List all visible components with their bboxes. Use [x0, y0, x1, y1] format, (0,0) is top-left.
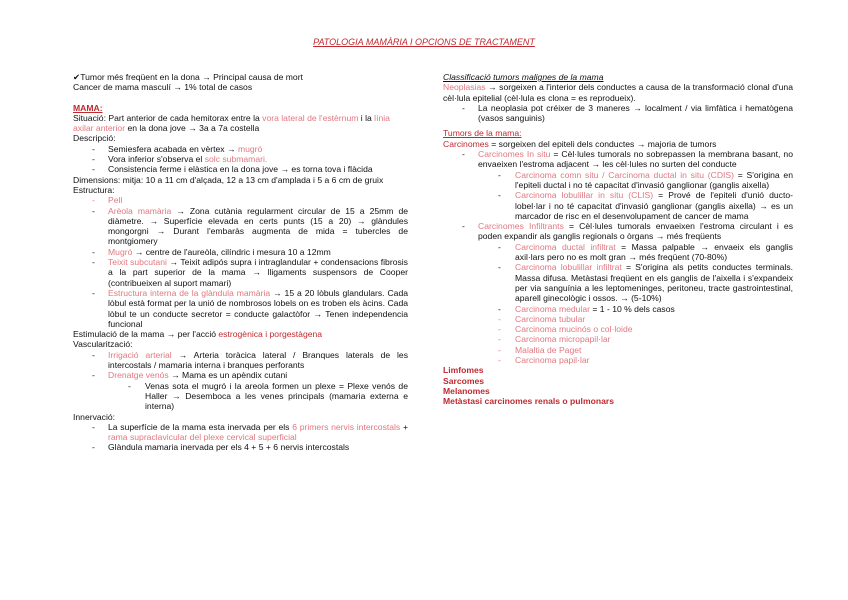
- vascularitzacio-list: [73, 350, 408, 412]
- list-item: - Carcinoma mucinós o col·loide: [443, 324, 793, 334]
- list-item: - Mugró → centre de l'aureòla, cilíndric i mesura 10 a 12mm: [73, 247, 408, 257]
- other-tumor-melanomes: Melanomes: [443, 385, 490, 396]
- innervacio-label: Innervació:: [73, 411, 116, 422]
- list-item: - Estructura interna de la glàndula mamària → 15 a 20 lòbuls glandulars. Cada lòbul està format per la unió de nombrosos lobels on es troben els àcins. Cada lòbul te un conducte secretor = conducte galactòfor → Tenen independencia funcional: [73, 288, 408, 329]
- list-item: - Carcinoma micropapil·lar: [443, 334, 793, 344]
- list-item: - Carcinoma papil·lar: [443, 355, 793, 365]
- descripcio-list: [73, 144, 408, 175]
- list-item: - La superfície de la mama esta inervada per els 6 primers nervis intercostals + rama supraclavicular del plexe cervical superficial: [73, 422, 408, 443]
- page-title: PATOLOGIA MAMÀRIA I OPCIONS DE TRACTAMENT: [313, 37, 535, 47]
- other-tumor-sarcomes: Sarcomes: [443, 375, 485, 386]
- mama-heading: MAMA:: [73, 102, 103, 113]
- list-item: - Carcinoma lobulillar in situ (CLIS) = Prové de l'epiteli d'unió ducto-lobel·lar i no té capacitat d'invasió ganglionar (ganglis aixella) → es un marcador de risc en el desenvolupament de cancer de mama: [443, 190, 793, 221]
- other-tumor-limfomes: Limfomes: [443, 365, 484, 376]
- list-item: - Glàndula mamaria inervada per els 4 + 5 + 6 nervis intercostals: [73, 442, 408, 452]
- dimensions: Dimensions: mitja: 10 a 11 cm d'alçada, 12 a 13 cm d'amplada i 5 a 6 cm de gruix: [73, 174, 384, 185]
- right-column: [443, 72, 793, 407]
- intro-line-1: ✔Tumor més freqüent en la dona → Principal causa de mort: [73, 72, 303, 82]
- other-tumor-metastasi: Metàstasi carcinomes renals o pulmonars: [443, 396, 614, 407]
- estructura-label: Estructura:: [73, 184, 115, 195]
- list-item: - Carcinomes In situ = Cèl·lules tumorals no sobrepassen la membrana basant, no envaeixen l'estroma adjacent → les cèl·lules no surten del conducte: [443, 149, 793, 170]
- carcinomes: Carcinomes = sorgeixen del epiteli dels conductes → majoria de tumors: [443, 138, 717, 149]
- carcinomes-list: [443, 149, 793, 365]
- estimulacio: Estimulació de la mama → per l'acció estrogènica i porgestàgena: [73, 329, 323, 340]
- list-item: - Carcinoma comn situ / Carcinoma ductal in situ (CDIS) = S'origina en l'epiteli ductal i no té capacitat d'invasió ganglionar (ganglis aixella): [443, 170, 793, 191]
- list-item: - Carcinoma lobulillar infiltrat = S'origina als petits conductes terminals. Massa difusa. Metàstasi freqüent en els ganglis de l'aixella i s'expandeix per via sanguínia a les leptomeninges, peritoneu, tracte gastrointestinal, aparell ginecològic i ossos. → (5-10%): [443, 262, 793, 303]
- list-item: - Consistencia ferme i elàstica en la dona jove → es torna tova i flàcida: [73, 164, 408, 174]
- neoplasia-list: [443, 103, 793, 124]
- list-item: - Irrigació arterial → Arteria toràcica lateral / Branques laterals de les intercostals / mamaria interna i branques perforants: [73, 350, 408, 371]
- list-item: - Arèola mamària → Zona cutània regularment circular de 15 a 25mm de diàmetre. → Superfície elevada en certs punts (15 a 20) → glàndules mongorgni → Durant l'embaràs augmenta de mida = tubercles de montgiomery: [73, 206, 408, 247]
- situacio: Situació: Part anterior de cada hemitorax entre la vora lateral de l'estèrnum i la línia axilar anterior en la dona jove → 3a a 7a costella: [73, 112, 390, 134]
- neoplasias: Neoplasias → sorgeixen a l'interior dels conductes a causa de la transformació clonal d'una cèl·lula epitelial (cèl·lula es clona = es reprodueix).: [443, 82, 793, 103]
- tumors-heading: Tumors de la mama:: [443, 128, 522, 139]
- descripcio-label: Descripció:: [73, 133, 116, 144]
- list-item: - Pell: [73, 195, 408, 205]
- list-item: - Vora inferior s'observa el solc submamari.: [73, 154, 408, 164]
- intro-line-2: Cancer de mama masculí → 1% total de casos: [73, 82, 253, 93]
- list-item: - Malaltia de Paget: [443, 345, 793, 355]
- innervacio-list: [73, 422, 408, 453]
- left-column: [73, 72, 408, 453]
- list-item: - Carcinoma medular = 1 - 10 % dels casos: [443, 304, 793, 314]
- list-item: - Teixit subcutani → Teixit adipós supra i intraglandular + condensacions fibrosis a la part superior de la mama → lligaments suspensors de Cooper (contribueixen al suport mamari): [73, 257, 408, 288]
- list-item: - Carcinoma ductal infiltrat = Massa palpable → envaeix els ganglis axil·lars pero no es molt gran → més freqüent (70-80%): [443, 242, 793, 263]
- list-item: - Semiesfera acabada en vèrtex → mugró: [73, 144, 408, 154]
- list-item: - Carcinoma tubular: [443, 314, 793, 324]
- classification-heading: Classificació tumors malignes de la mama: [443, 72, 604, 82]
- list-item: - Venas sota el mugró i la areola formen un plexe = Plexe venós de Haller → Desemboca a les venes principals (mamaria externa e interna): [73, 381, 408, 412]
- estructura-list: [73, 195, 408, 329]
- list-item: - La neoplasia pot créixer de 3 maneres → localment / via limfàtica i hematògena (vasos sanguinis): [443, 103, 793, 124]
- list-item: - Carcinomes Infiltrants = Cèl·lules tumorals envaeixen l'estroma circulant i es poden expandir als ganglis regionals o òrgans → més freqüents: [443, 221, 793, 242]
- vascularitzacio-label: Vascularització:: [73, 339, 133, 350]
- list-item: - Drenatge venós → Mama es un apèndix cutani: [73, 370, 408, 380]
